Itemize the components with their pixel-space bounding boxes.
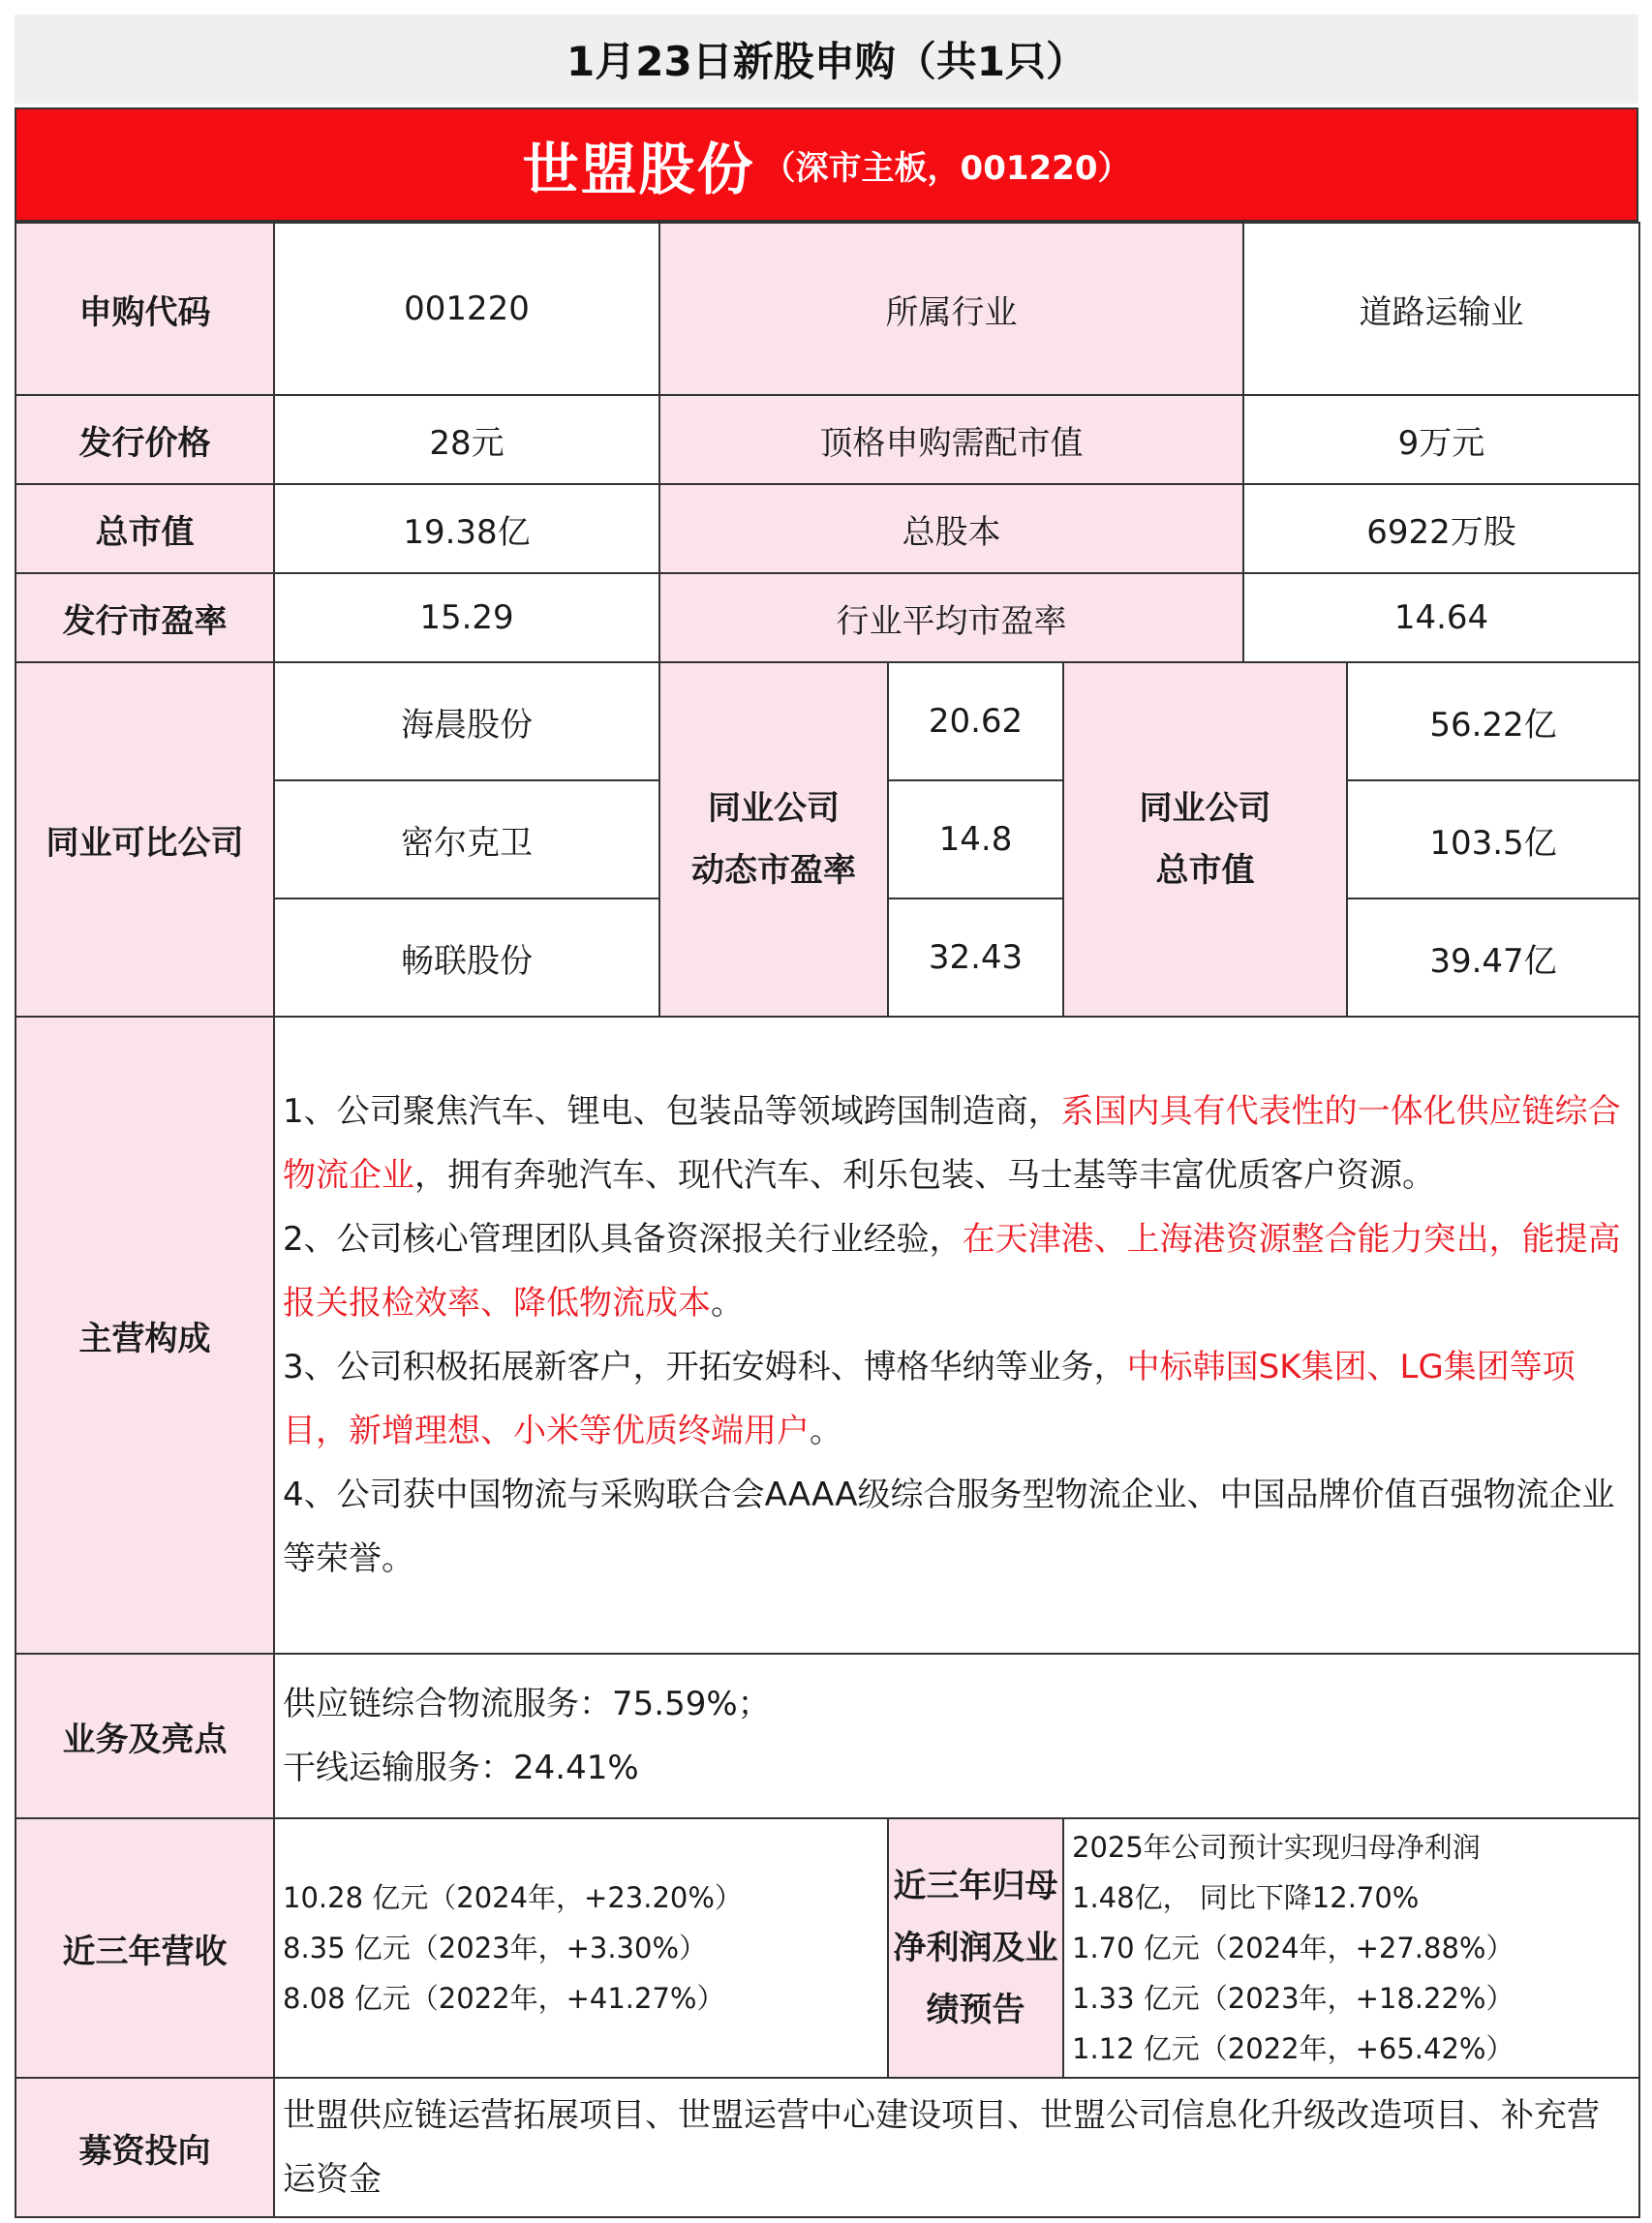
ipo-card	[15, 15, 1638, 2218]
peer-pe-label-line2: 动态市盈率	[691, 851, 856, 890]
market-cap-value: 19.38亿	[274, 484, 659, 573]
business-highlight: 系国内具有代表性的一体化供应链综合物流企业	[283, 1092, 1621, 1195]
profit-label	[888, 1818, 1063, 2078]
price-value: 28元	[274, 395, 659, 484]
code-value: 001220	[274, 223, 659, 395]
business-text: ，拥有奔驰汽车、现代汽车、利乐包装、马士基等丰富优质客户资源。	[414, 1156, 1435, 1195]
profit-label-line: 近三年归母	[893, 1867, 1058, 1905]
profit-line: 1.48亿， 同比下降12.70%	[1072, 1881, 1420, 1914]
business-text: 2、公司核心管理团队具备资深报关行业经验，	[283, 1220, 963, 1259]
company-name: 世盟股份	[522, 137, 755, 202]
revenue-content	[274, 1818, 888, 2078]
market-cap-label: 总市值	[15, 484, 274, 573]
business-highlight: 中标韩国SK集团、LG集团等项目，新增理想、小米等优质终端用户	[283, 1348, 1576, 1450]
profit-label-line: 净利润及业	[893, 1929, 1058, 1967]
peer-mcap: 56.22亿	[1347, 662, 1639, 780]
highlights-content	[274, 1654, 1639, 1818]
quota-value: 9万元	[1243, 395, 1639, 484]
industry-label: 所属行业	[659, 223, 1243, 395]
peer-pe-label	[659, 662, 888, 1017]
peers-label: 同业可比公司	[15, 662, 274, 1017]
revenue-line: 10.28 亿元（2024年，+23.20%）	[283, 1881, 743, 1914]
peer-mcap-label-line2: 总市值	[1155, 851, 1255, 890]
fundraising-text: 世盟供应链运营拓展项目、世盟运营中心建设项目、世盟公司信息化升级改造项目、补充营运资金	[283, 2096, 1600, 2199]
quota-label: 顶格申购需配市值	[659, 395, 1243, 484]
main-business-content	[274, 1017, 1639, 1654]
business-point-2	[283, 1207, 1631, 1335]
profit-content	[1063, 1818, 1639, 2078]
industry-pe-value: 14.64	[1243, 573, 1639, 662]
peer-mcap: 103.5亿	[1347, 780, 1639, 898]
peer-pe: 20.62	[888, 662, 1063, 780]
price-label: 发行价格	[15, 395, 274, 484]
profit-line: 1.70 亿元（2024年，+27.88%）	[1072, 1932, 1514, 1964]
business-highlight: 在天津港、上海港资源整合能力突出，能提高报关报检效率、降低物流成本	[283, 1220, 1621, 1323]
business-point-1	[283, 1080, 1631, 1207]
peer-pe: 32.43	[888, 898, 1063, 1017]
peer-pe-label-line1: 同业公司	[708, 789, 840, 828]
peer-mcap-label	[1063, 662, 1347, 1017]
ipo-info-table	[15, 222, 1640, 2218]
total-shares-value: 6922万股	[1243, 484, 1639, 573]
peer-mcap-label-line1: 同业公司	[1139, 789, 1271, 828]
revenue-label: 近三年营收	[15, 1818, 274, 2078]
industry-pe-label: 行业平均市盈率	[659, 573, 1243, 662]
issue-pe-label: 发行市盈率	[15, 573, 274, 662]
peer-pe: 14.8	[888, 780, 1063, 898]
business-point-3	[283, 1335, 1631, 1463]
peer-mcap: 39.47亿	[1347, 898, 1639, 1017]
profit-line: 1.33 亿元（2023年，+18.22%）	[1072, 1982, 1514, 2015]
peer-name: 密尔克卫	[274, 780, 659, 898]
profit-label-line: 绩预告	[926, 1991, 1025, 2029]
business-text: 。	[711, 1284, 744, 1323]
highlights-label: 业务及亮点	[15, 1654, 274, 1818]
profit-line: 1.12 亿元（2022年，+65.42%）	[1072, 2032, 1514, 2065]
business-text: 。	[810, 1412, 842, 1450]
business-text: 1、公司聚焦汽车、锂电、包装品等领域跨国制造商，	[283, 1092, 1061, 1131]
issue-pe-value: 15.29	[274, 573, 659, 662]
revenue-line: 8.35 亿元（2023年，+3.30%）	[283, 1932, 708, 1964]
revenue-line: 8.08 亿元（2022年，+41.27%）	[283, 1982, 725, 2015]
peer-name: 畅联股份	[274, 898, 659, 1017]
highlight-line: 供应链综合物流服务：75.59%；	[283, 1685, 771, 1723]
highlight-line: 干线运输服务：24.41%	[283, 1749, 639, 1787]
industry-value: 道路运输业	[1243, 223, 1639, 395]
company-banner	[15, 107, 1638, 222]
peer-name: 海晨股份	[274, 662, 659, 780]
profit-line: 2025年公司预计实现归母净利润	[1072, 1831, 1481, 1864]
company-market-code: （深市主板，001220）	[762, 148, 1131, 188]
fundraising-content	[274, 2078, 1639, 2217]
main-business-label: 主营构成	[15, 1017, 274, 1654]
business-point-4: 4、公司获中国物流与采购联合会AAAA级综合服务型物流企业、中国品牌价值百强物流企业等荣誉。	[283, 1476, 1615, 1578]
page-title: 1月23日新股申购（共1只）	[15, 15, 1638, 107]
business-text: 3、公司积极拓展新客户，开拓安姆科、博格华纳等业务，	[283, 1348, 1127, 1386]
total-shares-label: 总股本	[659, 484, 1243, 573]
code-label: 申购代码	[15, 223, 274, 395]
fundraising-label: 募资投向	[15, 2078, 274, 2217]
